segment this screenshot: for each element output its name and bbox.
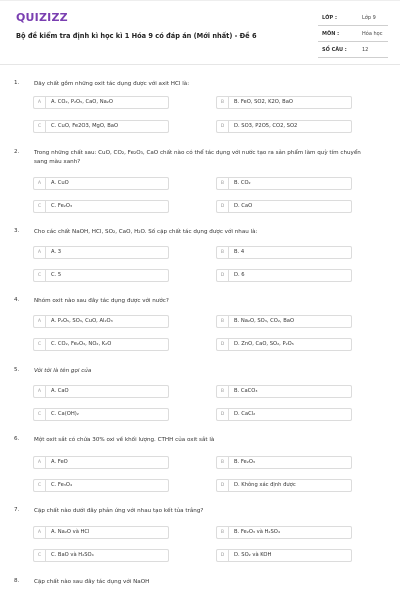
option-d[interactable] — [216, 120, 352, 133]
option-text: C. Fe₃O₄ — [51, 482, 73, 488]
option-letter: A — [34, 316, 46, 327]
option-text: A. 3 — [51, 249, 62, 255]
option-d[interactable] — [216, 549, 352, 562]
option-text: B. Na₂O, SO₃, CO₂, BaO — [234, 318, 295, 324]
option-b[interactable] — [216, 246, 352, 259]
question-number: 8. — [14, 578, 20, 584]
option-d[interactable] — [216, 269, 352, 282]
option-text: C. 5 — [51, 272, 62, 278]
option-letter: A — [34, 247, 46, 258]
option-text: C. BaO và H₂SO₄ — [51, 552, 94, 558]
option-text: B. Fe₂O₃ — [234, 459, 255, 465]
question-number: 4. — [14, 297, 20, 303]
question-text: Một oxit sắt có chứa 30% oxi về khối lượng. CTHH của oxit sắt là — [34, 437, 215, 443]
option-text: A. Na₂O và HCl — [51, 529, 90, 535]
question-text: Trong những chất sau: CuO, CO₂, Fe₂O₃, CaO chất nào có thể tác dụng với nước tạo ra sản phẩm làm quỳ tím chuyển sang màu xanh? — [34, 150, 361, 165]
question-number: 1. — [14, 80, 20, 86]
option-letter: D — [217, 121, 229, 132]
option-letter: C — [34, 121, 46, 132]
option-d[interactable] — [216, 479, 352, 492]
option-c[interactable] — [33, 120, 169, 133]
option-letter: B — [217, 178, 229, 189]
meta-label: MÔN : — [322, 31, 340, 37]
option-text: C. Ca(OH)₂ — [51, 411, 79, 417]
option-text: A. FeO — [51, 459, 68, 465]
option-c[interactable] — [33, 269, 169, 282]
option-letter: A — [34, 97, 46, 108]
option-c[interactable] — [33, 408, 169, 421]
option-text: C. CuO, Fe2O3, MgO, BaO — [51, 123, 119, 129]
option-c[interactable] — [33, 549, 169, 562]
option-letter: D — [217, 550, 229, 561]
option-a[interactable] — [33, 315, 169, 328]
option-d[interactable] — [216, 200, 352, 213]
option-letter: A — [34, 386, 46, 397]
option-letter: D — [217, 270, 229, 281]
option-text: D. 6 — [234, 272, 245, 278]
question-text: Cho các chất NaOH, HCl, SO₂, CaO, H₂O. Số cặp chất tác dụng được với nhau là: — [34, 229, 258, 235]
option-letter: A — [34, 457, 46, 468]
option-text: A. P₂O₅, SO₃, CuO, Al₂O₃ — [51, 318, 113, 324]
question-text: Dãy chất gồm những oxit tác dụng được với axit HCl là: — [34, 81, 190, 87]
header-divider — [0, 64, 400, 65]
option-a[interactable] — [33, 456, 169, 469]
option-letter: D — [217, 201, 229, 212]
question-number: 7. — [14, 507, 20, 513]
option-a[interactable] — [33, 385, 169, 398]
option-text: B. 4 — [234, 249, 245, 255]
option-text: D. SO3, P2O5, CO2, SO2 — [234, 123, 298, 129]
meta-row-count — [318, 42, 388, 58]
option-text: D. CaCl₂ — [234, 411, 256, 417]
meta-value: Lớp 9 — [362, 15, 376, 21]
meta-value: Hóa học — [362, 31, 383, 37]
meta-label: LỚP : — [322, 15, 337, 21]
option-letter: C — [34, 339, 46, 350]
option-text: A. CuO — [51, 180, 69, 186]
option-a[interactable] — [33, 96, 169, 109]
option-letter: B — [217, 97, 229, 108]
option-letter: A — [34, 178, 46, 189]
option-text: B. Fe₂O₃ và H₂SO₄ — [234, 529, 280, 535]
question-number: 6. — [14, 436, 20, 442]
option-b[interactable] — [216, 177, 352, 190]
option-letter: D — [217, 409, 229, 420]
option-a[interactable] — [33, 177, 169, 190]
option-b[interactable] — [216, 385, 352, 398]
option-text: B. CaCO₃ — [234, 388, 258, 394]
question-text: Cặp chất nào dưới đây phản ứng với nhau tạo kết tủa trắng? — [34, 508, 204, 514]
option-letter: C — [34, 550, 46, 561]
option-letter: B — [217, 386, 229, 397]
option-b[interactable] — [216, 456, 352, 469]
option-letter: B — [217, 247, 229, 258]
option-text: D. Không xác định được — [234, 482, 296, 488]
question-number: 5. — [14, 367, 20, 373]
option-letter: C — [34, 201, 46, 212]
question-text: Cặp chất nào sau đây tác dụng với NaOH — [34, 579, 150, 585]
option-letter: A — [34, 527, 46, 538]
option-text: D. CaO — [234, 203, 253, 209]
option-text: B. CO₂ — [234, 180, 251, 186]
option-text: C. Fe₂O₃ — [51, 203, 73, 209]
option-text: A. CaO — [51, 388, 69, 394]
option-text: D. SO₂ và KOH — [234, 552, 272, 558]
option-c[interactable] — [33, 200, 169, 213]
option-text: D. ZnO, CaO, SO₂, P₂O₅ — [234, 341, 294, 347]
header — [0, 0, 400, 64]
option-letter: B — [217, 457, 229, 468]
option-letter: B — [217, 527, 229, 538]
option-b[interactable] — [216, 526, 352, 539]
option-d[interactable] — [216, 338, 352, 351]
option-text: A. CO₂, P₂O₅, CaO, Na₂O — [51, 99, 113, 105]
meta-label: SỐ CÂU : — [322, 47, 347, 53]
question-number: 3. — [14, 228, 20, 234]
option-a[interactable] — [33, 246, 169, 259]
meta-box — [318, 10, 388, 58]
meta-value: 12 — [362, 47, 369, 53]
question-number: 2. — [14, 149, 20, 155]
option-letter: B — [217, 316, 229, 327]
option-letter: C — [34, 480, 46, 491]
question-text: Vôi tôi là tên gọi của — [34, 368, 92, 374]
option-letter: D — [217, 339, 229, 350]
option-c[interactable] — [33, 338, 169, 351]
meta-row-subject — [318, 26, 388, 42]
option-a[interactable] — [33, 526, 169, 539]
question-text: Nhóm oxit nào sau đây tác dụng được với nước? — [34, 298, 169, 304]
option-text: C. CO₂, Fe₂O₃, NO₂, K₂O — [51, 341, 112, 347]
option-letter: C — [34, 270, 46, 281]
option-c[interactable] — [33, 479, 169, 492]
option-b[interactable] — [216, 315, 352, 328]
quizizz-logo: QUIZIZZ — [16, 11, 68, 24]
meta-row-class — [318, 10, 388, 26]
option-letter: D — [217, 480, 229, 491]
option-b[interactable] — [216, 96, 352, 109]
document-title: Bộ đề kiểm tra định kì học kì 1 Hóa 9 có đáp án (Mới nhất) - Đề 6 — [16, 32, 257, 40]
option-text: B. FeO, SO2, K2O, BaO — [234, 99, 294, 105]
option-d[interactable] — [216, 408, 352, 421]
option-letter: C — [34, 409, 46, 420]
